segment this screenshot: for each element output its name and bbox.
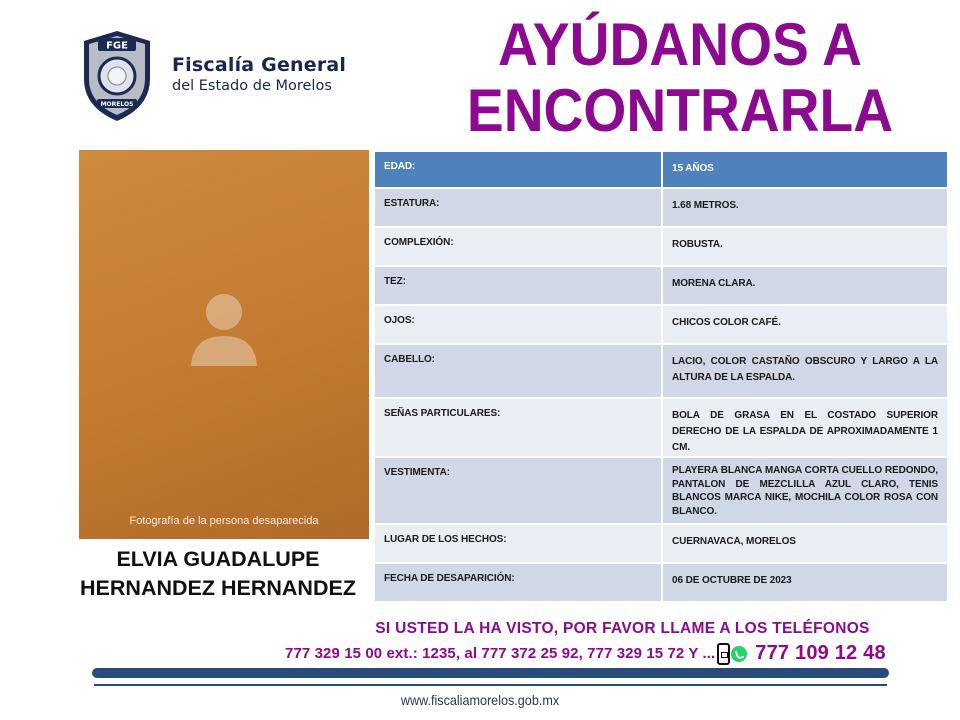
contact-section [285, 620, 950, 665]
headline [459, 12, 901, 144]
table-row [374, 227, 948, 266]
detail-value: 1.68 METROS. [662, 188, 948, 227]
person-name [60, 545, 376, 603]
website-link[interactable]: www.fiscaliamorelos.gob.mx [400, 692, 560, 708]
person-photo [79, 150, 369, 539]
name-line-1: ELVIA GUADALUPE [116, 547, 320, 571]
detail-value: BOLA DE GRASA EN EL COSTADO SUPERIOR DERECHO DE LA ESPALDA DE APROXIMADAMENTE 1 CM. [662, 398, 948, 457]
detail-value: 15 AÑOS [662, 151, 948, 188]
fge-logo [80, 28, 350, 124]
detail-label: SEÑAS PARTICULARES: [374, 398, 662, 457]
detail-label: EDAD: [374, 151, 662, 188]
table-row [374, 563, 948, 602]
person-silhouette-icon [179, 280, 269, 370]
table-row [374, 524, 948, 563]
detail-label: VESTIMENTA: [374, 457, 662, 524]
detail-value: MORENA CLARA. [662, 266, 948, 305]
svg-text:MORELOS: MORELOS [100, 101, 134, 108]
whatsapp-icon [731, 646, 747, 662]
divider-thin [94, 684, 887, 686]
detail-label: ESTATURA: [374, 188, 662, 227]
detail-label: CABELLO: [374, 344, 662, 398]
table-row [374, 188, 948, 227]
headline-line-2: ENCONTRARLA [466, 77, 894, 144]
table-row [374, 266, 948, 305]
divider-thick [92, 668, 889, 678]
name-line-2: HERNANDEZ HERNANDEZ [80, 576, 356, 600]
mobile-phone-icon [717, 643, 730, 665]
detail-value: LACIO, COLOR CASTAÑO OBSCURO Y LARGO A LA ALTURA DE LA ESPALDA. [662, 344, 948, 398]
contact-phone-numbers[interactable]: 777 329 15 00 ext.: 1235, al 777 372 25 92, 777 329 15 72 Y ... [285, 645, 716, 662]
table-row [374, 398, 948, 457]
detail-value: 06 DE OCTUBRE DE 2023 [662, 563, 948, 602]
table-row [374, 457, 948, 524]
headline-line-1: AYÚDANOS A [498, 11, 862, 78]
detail-label: OJOS: [374, 305, 662, 344]
contact-prompt: SI USTED LA HA VISTO, POR FAVOR LLAME A LOS TELÉFONOS [375, 620, 870, 637]
org-title: Fiscalía General [172, 54, 347, 76]
detail-label: TEZ: [374, 266, 662, 305]
detail-label: COMPLEXIÓN: [374, 227, 662, 266]
whatsapp-number[interactable]: 777 109 12 48 [755, 642, 886, 664]
table-row [374, 151, 948, 188]
detail-label: LUGAR DE LOS HECHOS: [374, 524, 662, 563]
fge-badge-icon [80, 29, 154, 123]
details-table [373, 150, 949, 603]
detail-value: PLAYERA BLANCA MANGA CORTA CUELLO REDONDO, PANTALON DE MEZCLILLA AZUL CLARO, TENIS BLANCOS MARCA NIKE, MOCHILA COLOR ROSA CON BLANCO. [662, 457, 948, 524]
detail-value: CUERNAVACA, MORELOS [662, 524, 948, 563]
detail-value: ROBUSTA. [662, 227, 948, 266]
detail-label: FECHA DE DESAPARICIÓN: [374, 563, 662, 602]
svg-text:FGE: FGE [106, 40, 128, 52]
table-row [374, 305, 948, 344]
org-subtitle: del Estado de Morelos [172, 78, 332, 94]
detail-value: CHICOS COLOR CAFÉ. [662, 305, 948, 344]
photo-caption: Fotografía de la persona desaparecida [129, 515, 319, 527]
table-row [374, 344, 948, 398]
